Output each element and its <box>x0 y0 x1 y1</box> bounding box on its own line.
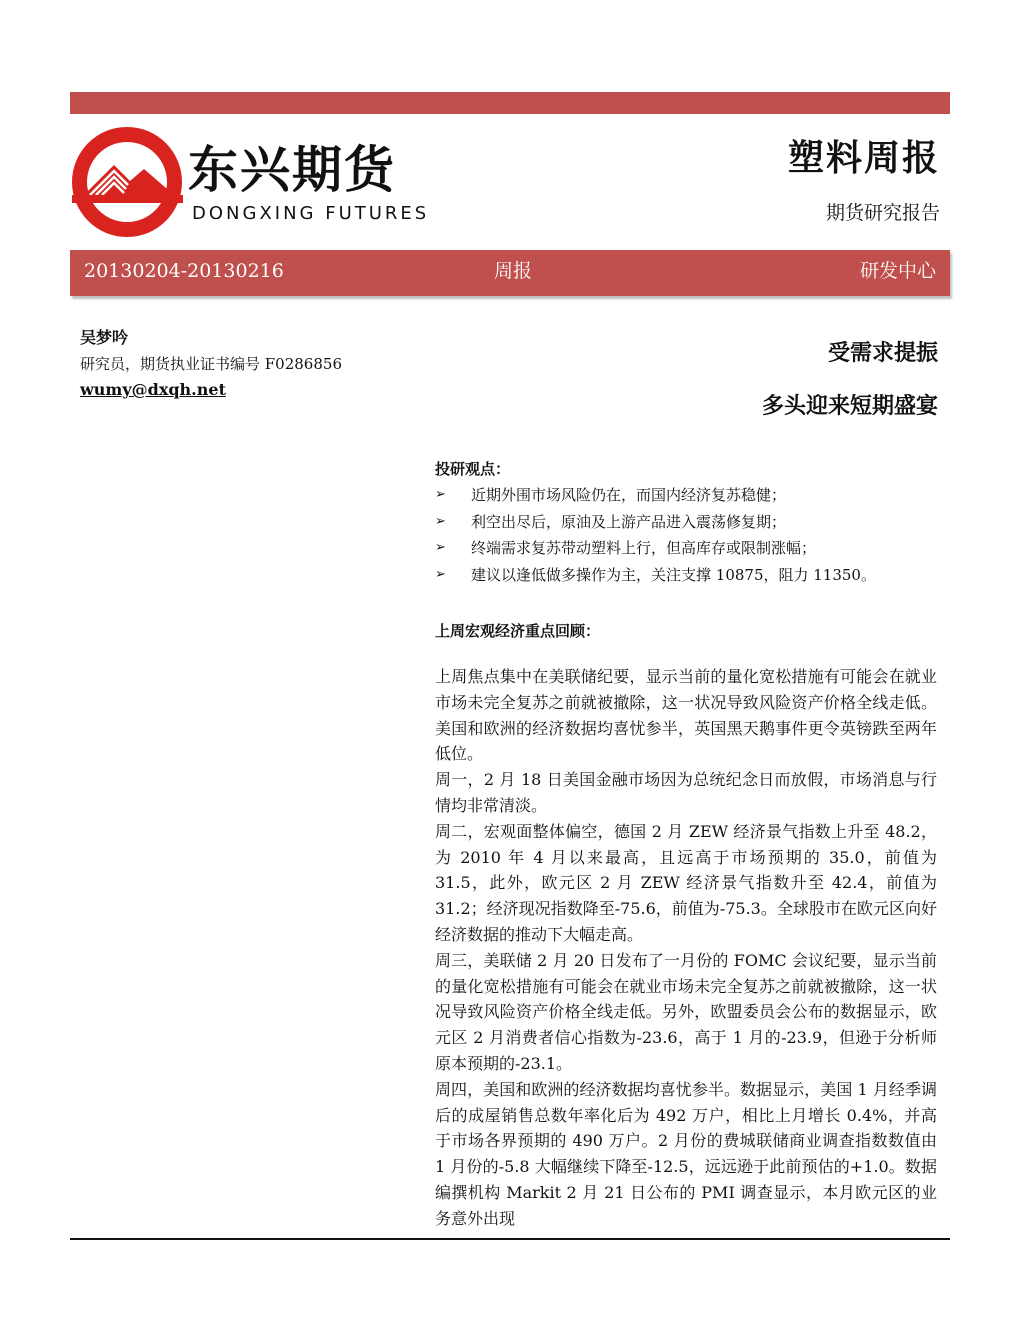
viewpoints-list <box>435 486 955 592</box>
arrow-bullet-icon: ➢ <box>435 487 446 502</box>
viewpoint-text: 终端需求复苏带动塑料上行，但高库存或限制涨幅； <box>471 539 817 557</box>
list-item <box>435 539 955 566</box>
footer-divider <box>70 1238 950 1240</box>
top-accent-bar <box>70 92 950 114</box>
report-date-range: 20130204-20130216 <box>84 260 284 282</box>
report-title: 塑料周报 <box>787 137 940 179</box>
viewpoint-text: 利空出尽后，原油及上游产品进入震荡修复期； <box>471 512 787 531</box>
body-paragraph: 周四，美国和欧洲的经济数据均喜忧参半。数据显示，美国 1 月经季调后的成屋销售总数年率化后为 492 万户，相比上月增长 0.4%，并高于市场各界预期的 490 万户。2 月份的费城联储商业调查指数数值由 1 月份的-5.8 大幅继续下降至-12.5，远远逊于此前预估的+1.0。数据编撰机构 Markit 2 月 21 日公布的 PMI 调查显示，本月欧元区的业务意外出现 <box>435 1079 937 1228</box>
macro-review-heading: 上周宏观经济重点回顾： <box>435 622 601 640</box>
report-subtitle: 期货研究报告 <box>825 202 940 224</box>
body-paragraph: 周一，2 月 18 日美国金融市场因为总统纪念日而放假，市场消息与行情均非常清淡。 <box>435 770 937 815</box>
headline-line-2: 多头迎来短期盛宴 <box>761 393 938 419</box>
list-item <box>435 513 955 540</box>
logo-name-en: DONGXING FUTURES <box>192 203 430 224</box>
logo-name-cn: 东兴期货 <box>188 141 396 199</box>
viewpoint-text: 建议以逢低做多操作为主，关注支撑 10875，阻力 11350。 <box>471 565 876 584</box>
macro-review-body <box>435 664 937 1232</box>
company-logo <box>70 125 430 240</box>
arrow-bullet-icon: ➢ <box>435 566 446 582</box>
author-email-link[interactable]: wumy@dxqh.net <box>80 380 226 399</box>
report-department: 研发中心 <box>859 260 936 282</box>
info-band <box>70 250 950 296</box>
author-name: 吴梦吟 <box>80 328 129 347</box>
arrow-bullet-icon: ➢ <box>435 513 446 529</box>
viewpoint-text: 近期外围市场风险仍在，而国内经济复苏稳健； <box>471 486 787 504</box>
arrow-bullet-icon: ➢ <box>435 540 446 555</box>
body-paragraph: 周三，美联储 2 月 20 日发布了一月份的 FOMC 会议纪要，显示当前的量化宽松措施有可能会在就业市场未完全复苏之前就被撤除，这一状况导致风险资产价格全线走低。另外，欧盟委员会公布的数据显示，欧元区 2 月消费者信心指数为-23.6，高于 1 月的-23.9，但逊于分析师原本预期的-23.1。 <box>435 950 937 1073</box>
body-paragraph: 上周焦点集中在美联储纪要，显示当前的量化宽松措施有可能会在就业市场未完全复苏之前就被撤除，这一状况导致风险资产价格全线走低。美国和欧洲的经济数据均喜忧参半，英国黑天鹅事件更令英镑跌至两年低位。 <box>435 667 937 764</box>
headline-line-1: 受需求提振 <box>827 340 938 366</box>
viewpoints-heading: 投研观点： <box>435 460 511 478</box>
body-paragraph: 周二，宏观面整体偏空，德国 2 月 ZEW 经济景气指数上升至 48.2，为 2010 年 4 月以来最高，且远高于市场预期的 35.0，前值为 31.5，此外，欧元区 2 月 ZEW 经济景气指数升至 42.4，前值为 31.2；经济现况指数降至-75.6，前值为-75.3。全球股市在欧元区向好经济数据的推动下大幅走高。 <box>435 821 937 944</box>
author-role: 研究员，期货执业证书编号 F0286856 <box>80 355 342 373</box>
dongxing-logo-icon <box>70 125 185 240</box>
list-item <box>435 566 955 593</box>
list-item <box>435 486 955 513</box>
report-type: 周报 <box>494 260 533 282</box>
